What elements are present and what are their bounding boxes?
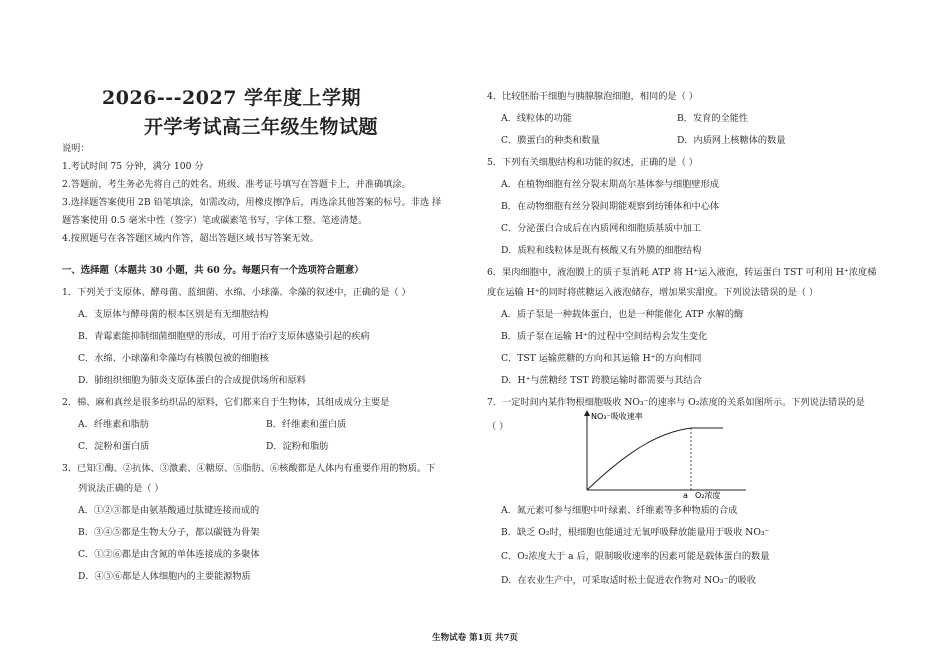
q5-option-b: B．在动物细胞有丝分裂间期能观察到纺锤体和中心体 [501, 201, 720, 212]
q5-option-c: C．分泌蛋白合成后在内质网和细胞质基质中加工 [501, 223, 701, 234]
exam-title-line2: 开学考试高三年级生物试题 [144, 116, 379, 138]
q6-option-b: B．质子泵在运输 H⁺的过程中空间结构会发生变化 [501, 331, 708, 342]
y-axis-label: NO₃⁻吸收速率 [591, 412, 643, 421]
q1-stem: 1．下列关于支原体、酵母菌、蓝细菌、水绵、小球藻、伞藻的叙述中，正确的是（ ） [62, 287, 411, 298]
q2-option-d: D．淀粉和脂肪 [266, 441, 329, 452]
x-tick-a: a [683, 491, 688, 500]
q3-option-d: D．④⑤⑥都是人体细胞内的主要能源物质 [78, 571, 251, 582]
q2-stem: 2．棉、麻和真丝是很多纺织品的原料，它们都来自于生物体，其组成成分主要是 [62, 397, 390, 408]
q6-stem-cont: 度在运输 H⁺的同时将蔗糖运入液泡储存，增加果实甜度。下列说法错误的是（ ） [487, 287, 819, 298]
note-item: 题答案使用 0.5 毫米中性（签字）笔或碳素笔书写，字体工整、笔迹清楚。 [62, 215, 368, 226]
note-item: 4.按照题号在各答题区域内作答，超出答题区域书写答案无效。 [62, 233, 319, 244]
q2-option-c: C．淀粉和蛋白质 [78, 441, 150, 452]
q3-stem: 3．已知①酶、②抗体、③激素、④糖原、⑤脂肪、⑥核酸都是人体内有重要作用的物质。下 [62, 463, 436, 474]
rate-curve [587, 428, 723, 490]
exam-title-line1: 2026---2027 学年度上学期 [102, 87, 362, 109]
y-axis-arrow [584, 410, 590, 416]
q7-option-c: C．O₂浓度大于 a 后，限制吸收速率的因素可能是载体蛋白的数量 [501, 551, 770, 562]
q1-option-d: D．肺组织细胞为肺炎支原体蛋白的合成提供场所和原料 [78, 375, 306, 386]
note-item: 1.考试时间 75 分钟，满分 100 分 [62, 161, 204, 172]
q6-stem: 6．果肉细胞中，液泡膜上的质子泵消耗 ATP 将 H⁺运入液泡，转运蛋白 TST 可利用 H⁺浓度梯 [487, 267, 877, 278]
q4-option-a: A．线粒体的功能 [501, 113, 572, 124]
absorption-rate-chart [571, 408, 751, 500]
q1-option-a: A．支原体与酵母菌的根本区别是有无细胞结构 [78, 309, 269, 320]
q7-option-a: A．氮元素可参与细胞中叶绿素、纤维素等多种物质的合成 [501, 505, 738, 516]
x-axis-label: O₂浓度 [695, 491, 721, 500]
section-heading: 一、选择题（本题共 30 小题，共 60 分。每题只有一个选项符合题意） [62, 265, 364, 276]
q4-option-d: D．内质网上核糖体的数量 [677, 135, 786, 146]
q5-option-a: A．在植物细胞有丝分裂末期高尔基体参与细胞壁形成 [501, 179, 719, 190]
q7-stem: 7．一定时间内某作物根细胞吸收 NO₃⁻的速率与 O₂浓度的关系如图所示。下列说法错误的是 [487, 397, 865, 408]
q7-option-d: D．在农业生产中，可采取适时松土促进农作物对 NO₃⁻的吸收 [501, 575, 756, 586]
q1-option-b: B．青霉素能抑制细菌细胞壁的形成，可用于治疗支原体感染引起的疾病 [78, 331, 370, 342]
q7-paren: （ ） [487, 421, 509, 432]
q2-option-a: A．纤维素和脂肪 [78, 419, 149, 430]
q3-option-c: C．①②⑥都是由含氮的单体连接成的多聚体 [78, 549, 260, 560]
notes-heading: 说明： [62, 143, 90, 154]
q3-stem-cont: 列说法正确的是（ ） [78, 483, 164, 494]
q6-option-a: A．质子泵是一种载体蛋白，也是一种能催化 ATP 水解的酶 [501, 309, 744, 320]
q7-option-b: B．缺乏 O₂时，根细胞也能通过无氧呼吸释放能量用于吸收 NO₃⁻ [501, 527, 770, 538]
q1-option-c: C．水绵、小球藻和伞藻均有核膜包被的细胞核 [78, 353, 269, 364]
q4-option-b: B．发育的全能性 [677, 113, 749, 124]
q3-option-b: B．③④⑤都是生物大分子，都以碳链为骨架 [78, 527, 260, 538]
q5-option-d: D．质粒和线粒体是既有核酸又有外膜的细胞结构 [501, 245, 702, 256]
q4-stem: 4．比较胚胎干细胞与胰腺腺泡细胞，相同的是（ ） [487, 91, 698, 102]
q4-option-c: C．膜蛋白的种类和数量 [501, 135, 600, 146]
note-item: 2.答题前，考生务必先将自己的姓名、班级、准考证号填写在答题卡上，并准确填涂。 [62, 179, 411, 190]
q6-option-d: D．H⁺与蔗糖经 TST 跨膜运输时都需要与其结合 [501, 375, 702, 386]
page-footer: 生物试卷 第1页 共7页 [432, 633, 518, 643]
q6-option-c: C．TST 运输蔗糖的方向和其运输 H⁺的方向相同 [501, 353, 702, 364]
q2-option-b: B．纤维素和蛋白质 [266, 419, 347, 430]
note-item: 3.选择题答案使用 2B 铅笔填涂，如需改动，用橡皮擦净后，再选涂其他答案的标号。非选 择 [62, 197, 442, 208]
q5-stem: 5．下列有关细胞结构和功能的叙述，正确的是（ ） [487, 157, 698, 168]
q3-option-a: A．①②③都是由氨基酸通过肽键连接而成的 [78, 505, 260, 516]
